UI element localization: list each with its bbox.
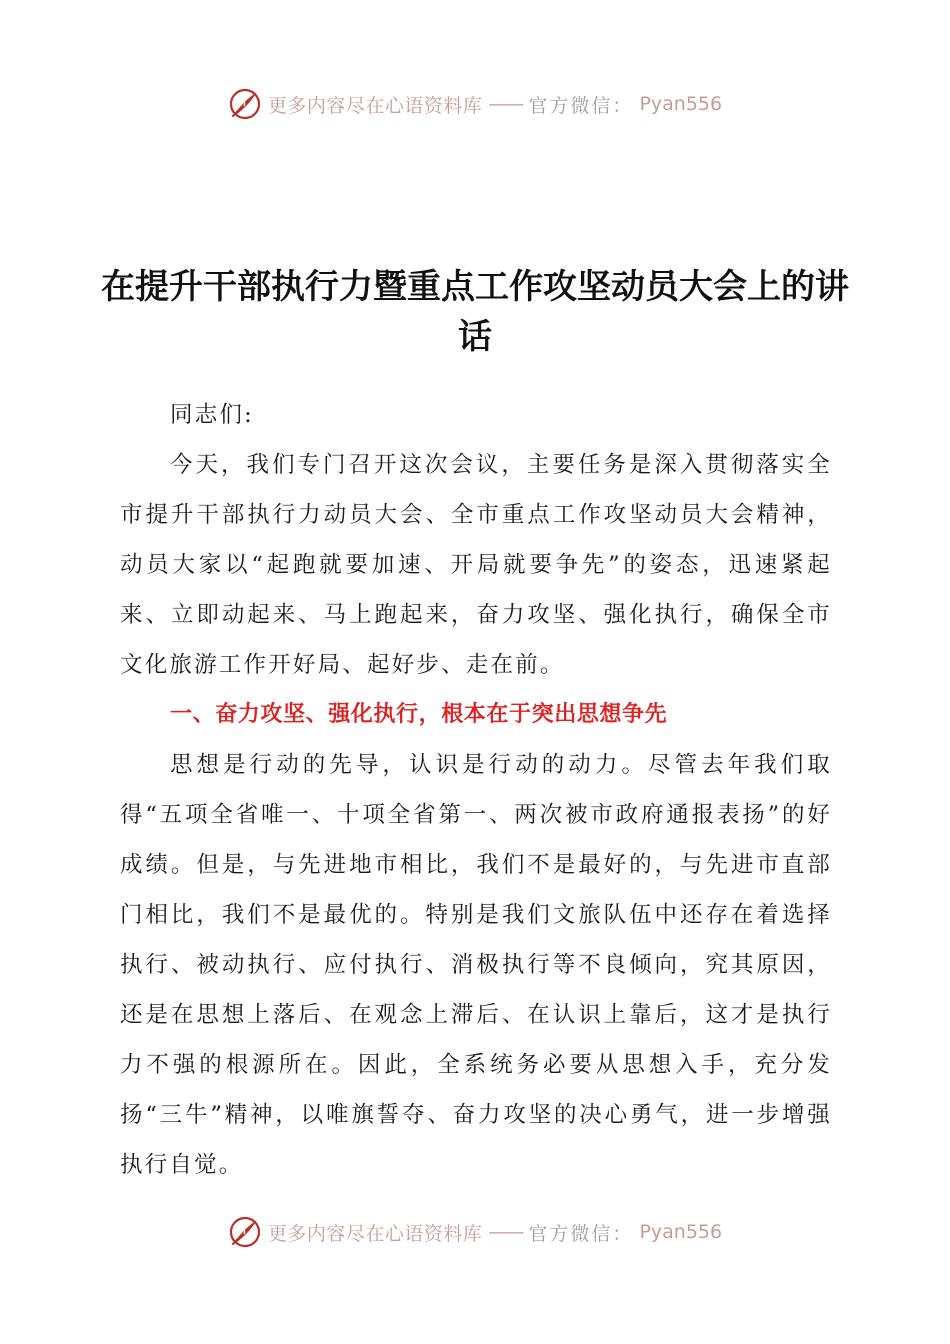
document-title: 在提升干部执行力暨重点工作攻坚动员大会上的讲话 <box>101 267 849 357</box>
watermark-wechat-id: Pyan556 <box>639 93 723 115</box>
paragraph-intro: 今天，我们专门召开这次会议，主要任务是深入贯彻落实全市提升干部执行力动员大会、全市重点工作攻坚动员大会精神，动员大家以“起跑就要加速、开局就要争先”的姿态，迅速紧起来、立即动起来、马上跑起来，奋力攻坚、强化执行，确保全市文化旅游工作开好局、起好步、走在前。 <box>120 452 832 678</box>
watermark-separator: —— <box>488 1221 523 1243</box>
watermark-separator: —— <box>488 93 523 115</box>
paragraph-section-1: 思想是行动的先导，认识是行动的动力。尽管去年我们取得“五项全省唯一、十项全省第一、两次被市政府通报表扬”的好成绩。但是，与先进地市相比，我们不是最好的，与先进市直部门相比，我们不是最优的。特别是我们文旅队伍中还存在着选择执行、被动执行、应付执行、消极执行等不良倾向，究其原因，还是在思想上落后、在观念上滞后、在认识上靠后，这才是执行力不强的根源所在。因此，全系统务必要从思想入手，充分发扬“三牛”精神，以唯旗誓夺、奋力攻坚的决心勇气，进一步增强执行自觉。 <box>120 752 832 1178</box>
salutation: 同志们: <box>170 402 254 428</box>
watermark-official-label: 官方微信： <box>528 94 634 117</box>
header-watermark <box>0 84 950 124</box>
watermark-official-label: 官方微信： <box>528 1222 634 1245</box>
watermark-wechat-id: Pyan556 <box>639 1221 723 1243</box>
section-heading-1: 一、奋力攻坚、强化执行，根本在于突出思想争先 <box>170 702 668 727</box>
document-body <box>120 390 832 1190</box>
quill-pen-seal-icon <box>228 1215 262 1249</box>
watermark-text: 更多内容尽在心语资料库 <box>267 94 483 117</box>
watermark-text: 更多内容尽在心语资料库 <box>267 1222 483 1245</box>
footer-watermark <box>0 1212 950 1252</box>
quill-pen-seal-icon <box>228 87 262 121</box>
